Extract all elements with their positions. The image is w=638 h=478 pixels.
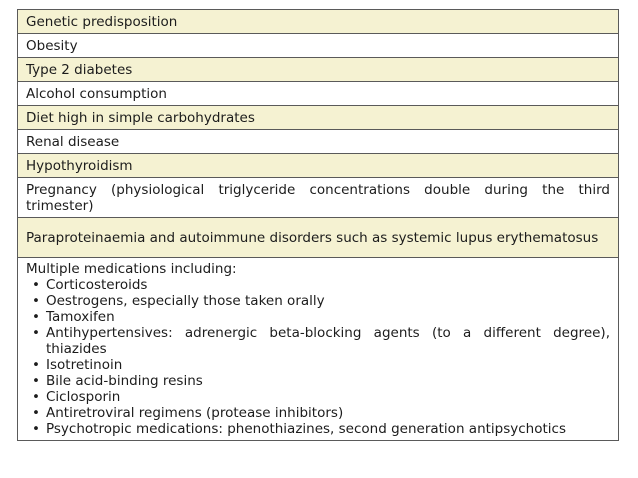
list-item	[26, 405, 610, 421]
list-item	[26, 389, 610, 405]
table-row-type-2-diabetes	[18, 58, 618, 82]
table-row-pregnancy	[18, 178, 618, 218]
list-item-text: Antihypertensives: adrenergic beta-blocking agents (to a different degree), thiazides	[46, 325, 610, 357]
table-row-medications	[18, 258, 618, 441]
bullet-icon: •	[32, 309, 40, 325]
list-item-text: Ciclosporin	[46, 389, 121, 405]
list-item-text: Bile acid-binding resins	[46, 373, 203, 389]
table-row-renal-disease	[18, 130, 618, 154]
list-item-text: Corticosteroids	[46, 277, 148, 293]
table-row-paraproteinaemia	[18, 218, 618, 258]
table-row-alcohol-consumption	[18, 82, 618, 106]
row-text: Type 2 diabetes	[26, 61, 133, 78]
list-item	[26, 421, 610, 437]
bullet-icon: •	[32, 405, 40, 421]
list-item-text: Antiretroviral regimens (protease inhibitors)	[46, 405, 344, 421]
list-item	[26, 325, 610, 357]
row-text: Paraproteinaemia and autoimmune disorders such as systemic lupus erythematosus	[26, 229, 599, 246]
list-item	[26, 293, 610, 309]
table-row-genetic-predisposition	[18, 10, 618, 34]
list-item	[26, 309, 610, 325]
row-text: Alcohol consumption	[26, 85, 167, 102]
bullet-icon: •	[32, 277, 40, 293]
bullet-icon: •	[32, 325, 40, 341]
list-item	[26, 373, 610, 389]
bullet-icon: •	[32, 357, 40, 373]
row-text: Hypothyroidism	[26, 157, 133, 174]
row-text: Genetic predisposition	[26, 13, 178, 30]
bullet-icon: •	[32, 421, 40, 437]
list-item-text: Psychotropic medications: phenothiazines, second generation antipsychotics	[46, 421, 566, 437]
list-item-text: Tamoxifen	[46, 309, 115, 325]
row-text: Renal disease	[26, 133, 120, 150]
bullet-icon: •	[32, 389, 40, 405]
bullet-icon: •	[32, 373, 40, 389]
list-item	[26, 277, 610, 293]
medications-list	[26, 277, 610, 437]
causes-table	[17, 9, 619, 441]
medications-intro: Multiple medications including:	[26, 261, 237, 277]
table-row-obesity	[18, 34, 618, 58]
table-row-diet	[18, 106, 618, 130]
list-item-text: Isotretinoin	[46, 357, 123, 373]
row-text: Diet high in simple carbohydrates	[26, 109, 255, 126]
row-text: Obesity	[26, 37, 78, 54]
list-item-text: Oestrogens, especially those taken orally	[46, 293, 325, 309]
bullet-icon: •	[32, 293, 40, 309]
row-text: Pregnancy (physiological triglyceride concentrations double during the third trimester)	[26, 181, 610, 214]
list-item	[26, 357, 610, 373]
table-row-hypothyroidism	[18, 154, 618, 178]
